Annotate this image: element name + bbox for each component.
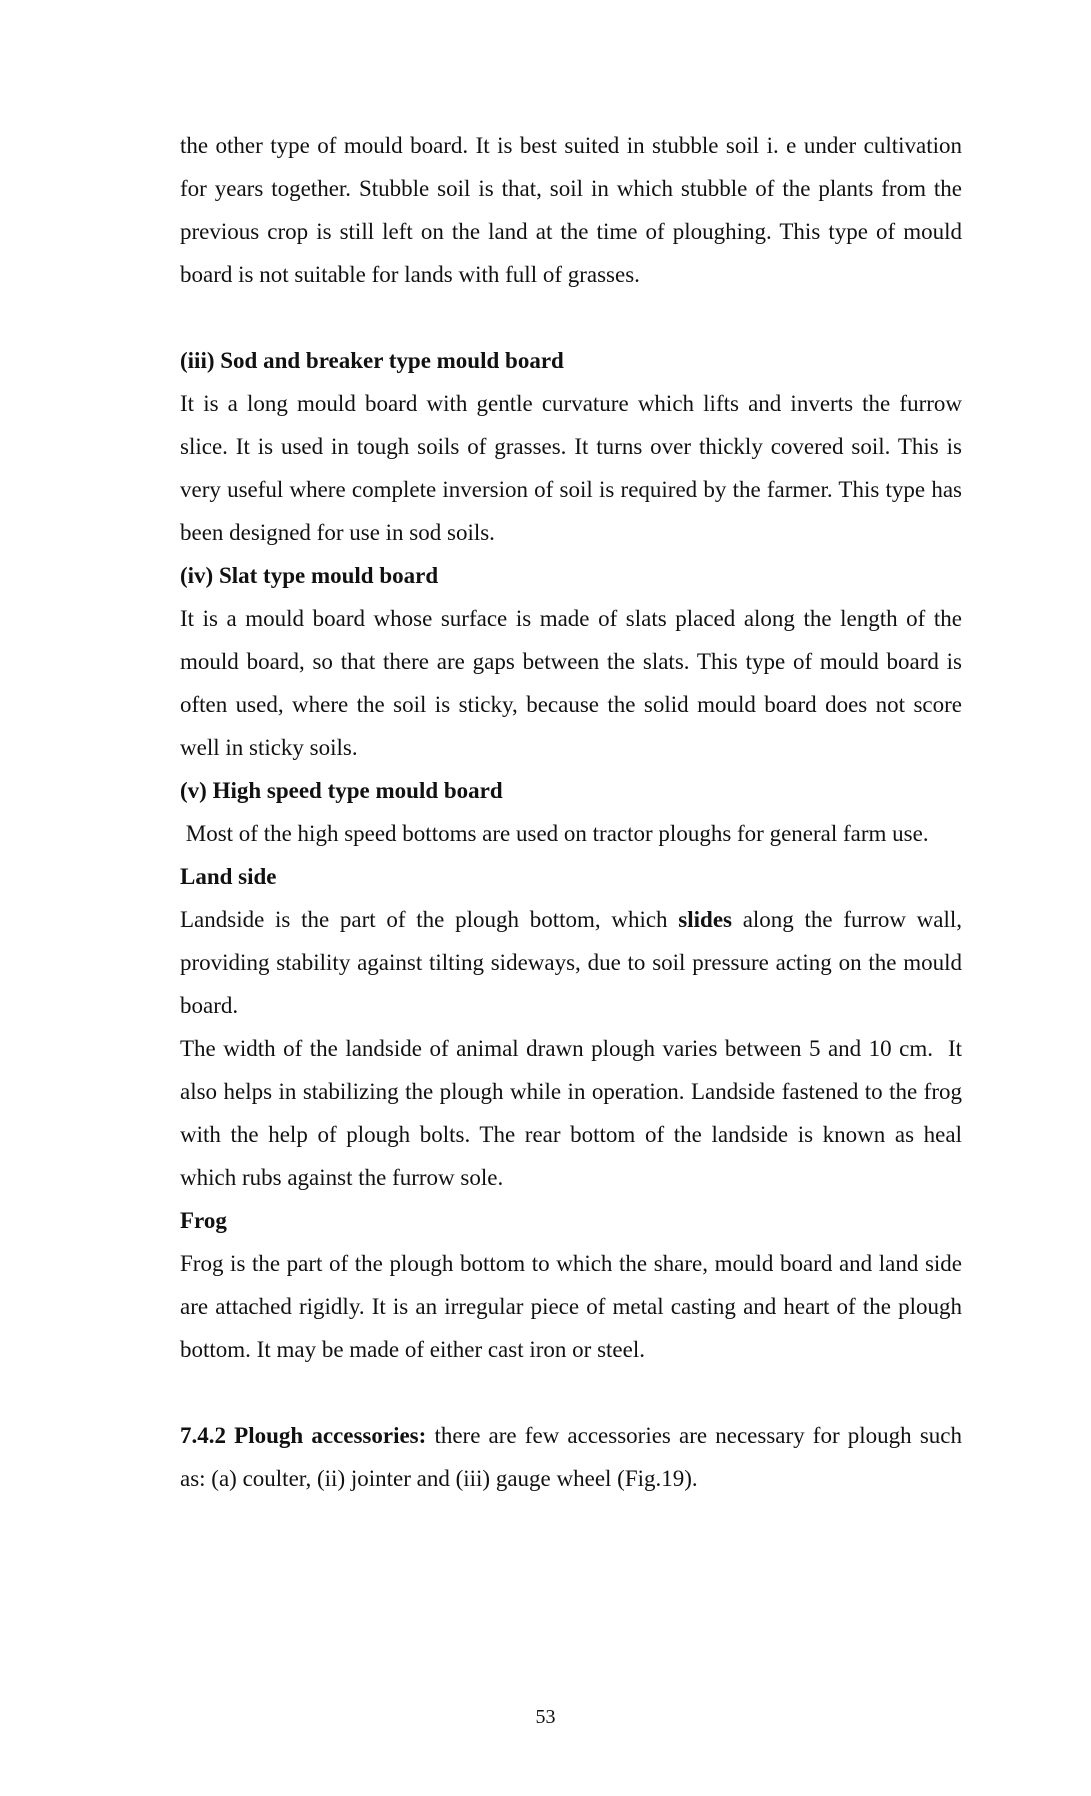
page-number: 53	[535, 1706, 556, 1728]
section-heading: Land side	[180, 864, 277, 889]
section-slat	[180, 554, 962, 769]
section-frog	[180, 1199, 962, 1371]
spacer	[180, 296, 962, 339]
section-heading: Frog	[180, 1208, 227, 1233]
section-body: The width of the landside of animal drawn plough varies between 5 and 10 cm. It also helps in stabilizing the plough while in operation. Landside fastened to the frog with the help of plough bolts. The rear bottom of the landside is known as heal which rubs against the furrow sole.	[180, 1036, 968, 1190]
section-heading: (v) High speed type mould board	[180, 778, 503, 803]
intro-paragraph: the other type of mould board. It is best suited in stubble soil i. e under cultivation for years together. Stubble soil is that, soil in which stubble of the plants from the previous crop is still left on the land at the time of ploughing. This type of mould board is not suitable for lands with full of grasses.	[180, 133, 962, 287]
document-page	[180, 124, 968, 1500]
section-heading: 7.4.2 Plough accessories:	[180, 1423, 427, 1448]
emphasis-text: slides	[678, 907, 732, 932]
section-accessories	[180, 1414, 962, 1500]
body-text: along the furrow wall, providing stability against tilting sideways, due to soil pressure acting on the mould board.	[180, 907, 963, 1018]
section-body: It is a mould board whose surface is made of slats placed along the length of the mould board, so that there are gaps between the slats. This type of mould board is often used, where the soil is sticky, because the solid mould board does not score well in sticky soils.	[180, 606, 962, 760]
section-high-speed	[180, 769, 962, 855]
section-body	[180, 898, 962, 1027]
section-body: Frog is the part of the plough bottom to which the share, mould board and land side are attached rigidly. It is an irregular piece of metal casting and heart of the plough bottom. It may be made of either cast iron or steel.	[180, 1251, 962, 1362]
intro-block	[180, 124, 962, 296]
section-body: Most of the high speed bottoms are used on tractor ploughs for general farm use.	[180, 821, 929, 846]
body-text: Landside is the part of the plough bottom, which	[180, 907, 679, 932]
section-land-side	[180, 855, 968, 1199]
section-sod	[180, 339, 962, 554]
section-body: It is a long mould board with gentle curvature which lifts and inverts the furrow slice. It is used in tough soils of grasses. It turns over thickly covered soil. This is very useful where complete inversion of soil is required by the farmer. This type has been designed for use in sod soils.	[180, 391, 962, 545]
body-text: there are few accessories are necessary for plough such as: (a) coulter, (ii) jointer and (iii) gauge wheel (Fig.19).	[180, 1423, 962, 1491]
section-body	[180, 1414, 962, 1500]
section-heading: (iii) Sod and breaker type mould board	[180, 348, 564, 373]
section-heading: (iv) Slat type mould board	[180, 563, 439, 588]
spacer	[180, 1371, 962, 1414]
